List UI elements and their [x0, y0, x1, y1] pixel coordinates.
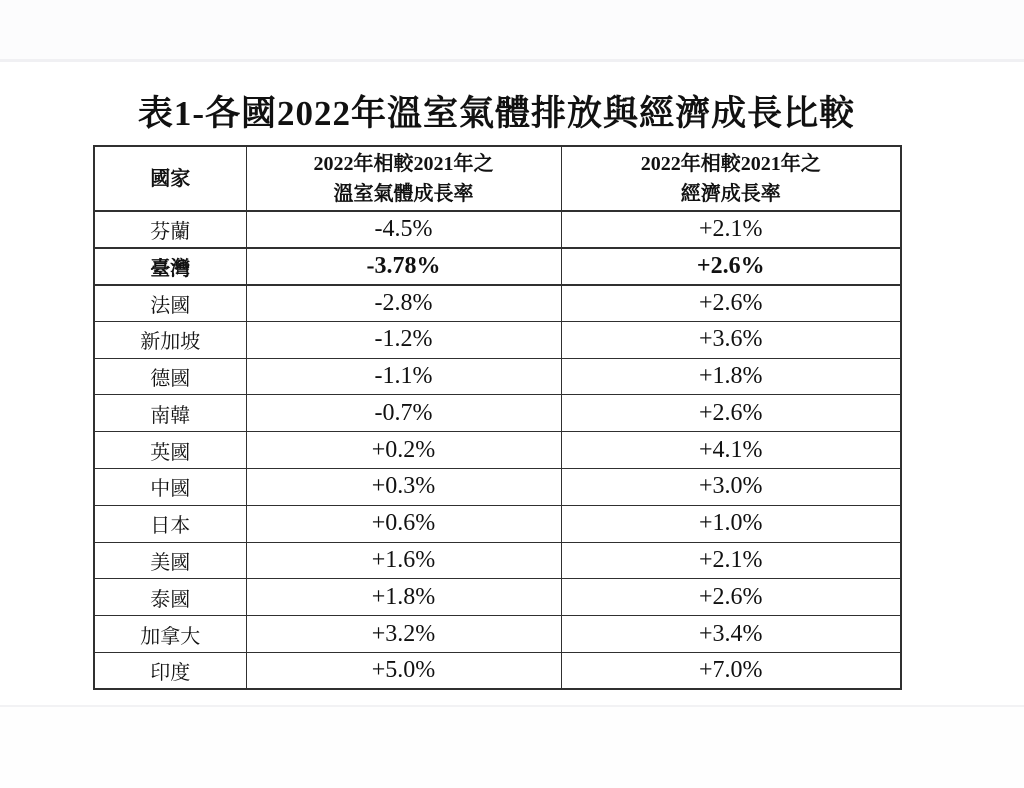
comparison-table — [93, 145, 902, 690]
header-ghg-line2: 溫室氣體成長率 — [333, 182, 474, 205]
table-row — [94, 321, 901, 358]
econ-value-cell: +4.1% — [561, 432, 901, 469]
table-row — [94, 469, 901, 506]
econ-value-cell: +1.0% — [561, 505, 901, 542]
header-econ-line1: 2022年相較2021年之 — [640, 152, 821, 175]
header-ghg-growth — [246, 146, 561, 211]
ghg-value-cell: -1.1% — [246, 358, 561, 395]
country-cell: 泰國 — [94, 579, 246, 616]
country-cell: 印度 — [94, 653, 246, 690]
header-country — [94, 146, 246, 211]
country-cell: 法國 — [94, 285, 246, 322]
ghg-value-cell: +0.6% — [246, 505, 561, 542]
ghg-value-cell: -3.78% — [246, 248, 561, 285]
ghg-value-cell: -2.8% — [246, 285, 561, 322]
table-row — [94, 358, 901, 395]
table-header — [94, 146, 901, 211]
econ-value-cell: +3.4% — [561, 616, 901, 653]
country-cell: 加拿大 — [94, 616, 246, 653]
ghg-value-cell: +0.2% — [246, 432, 561, 469]
country-cell: 南韓 — [94, 395, 246, 432]
econ-value-cell: +3.6% — [561, 321, 901, 358]
table-row — [94, 211, 901, 248]
table-body — [94, 211, 901, 689]
table-row — [94, 616, 901, 653]
econ-value-cell: +2.6% — [561, 285, 901, 322]
table-row — [94, 653, 901, 690]
header-country-label: 國家 — [150, 167, 191, 190]
ghg-value-cell: +1.8% — [246, 579, 561, 616]
ghg-value-cell: +1.6% — [246, 542, 561, 579]
country-cell: 日本 — [94, 505, 246, 542]
country-cell: 德國 — [94, 358, 246, 395]
ghg-value-cell: -4.5% — [246, 211, 561, 248]
page-title: 表1-各國2022年溫室氣體排放與經濟成長比較 — [137, 94, 856, 133]
econ-value-cell: +1.8% — [561, 358, 901, 395]
table-row — [94, 579, 901, 616]
table-row — [94, 395, 901, 432]
econ-value-cell: +2.6% — [561, 579, 901, 616]
country-cell: 新加坡 — [94, 321, 246, 358]
header-econ-growth — [561, 146, 901, 211]
econ-value-cell: +3.0% — [561, 469, 901, 506]
viewer-top-margin — [0, 0, 1024, 62]
country-cell: 臺灣 — [94, 248, 246, 285]
table-row — [94, 248, 901, 285]
ghg-value-cell: +5.0% — [246, 653, 561, 690]
table-row — [94, 542, 901, 579]
ghg-value-cell: +0.3% — [246, 469, 561, 506]
econ-value-cell: +2.1% — [561, 211, 901, 248]
econ-value-cell: +2.1% — [561, 542, 901, 579]
ghg-value-cell: +3.2% — [246, 616, 561, 653]
country-cell: 英國 — [94, 432, 246, 469]
country-cell: 中國 — [94, 469, 246, 506]
header-ghg-line1: 2022年相較2021年之 — [313, 152, 494, 175]
econ-value-cell: +2.6% — [561, 248, 901, 285]
ghg-value-cell: -0.7% — [246, 395, 561, 432]
header-econ-line2: 經濟成長率 — [680, 182, 781, 205]
table-row — [94, 432, 901, 469]
table-row — [94, 505, 901, 542]
table-row — [94, 285, 901, 322]
country-cell: 芬蘭 — [94, 211, 246, 248]
econ-value-cell: +2.6% — [561, 395, 901, 432]
header-row — [94, 146, 901, 211]
viewer-bottom-margin — [0, 705, 1024, 788]
econ-value-cell: +7.0% — [561, 653, 901, 690]
ghg-value-cell: -1.2% — [246, 321, 561, 358]
country-cell: 美國 — [94, 542, 246, 579]
